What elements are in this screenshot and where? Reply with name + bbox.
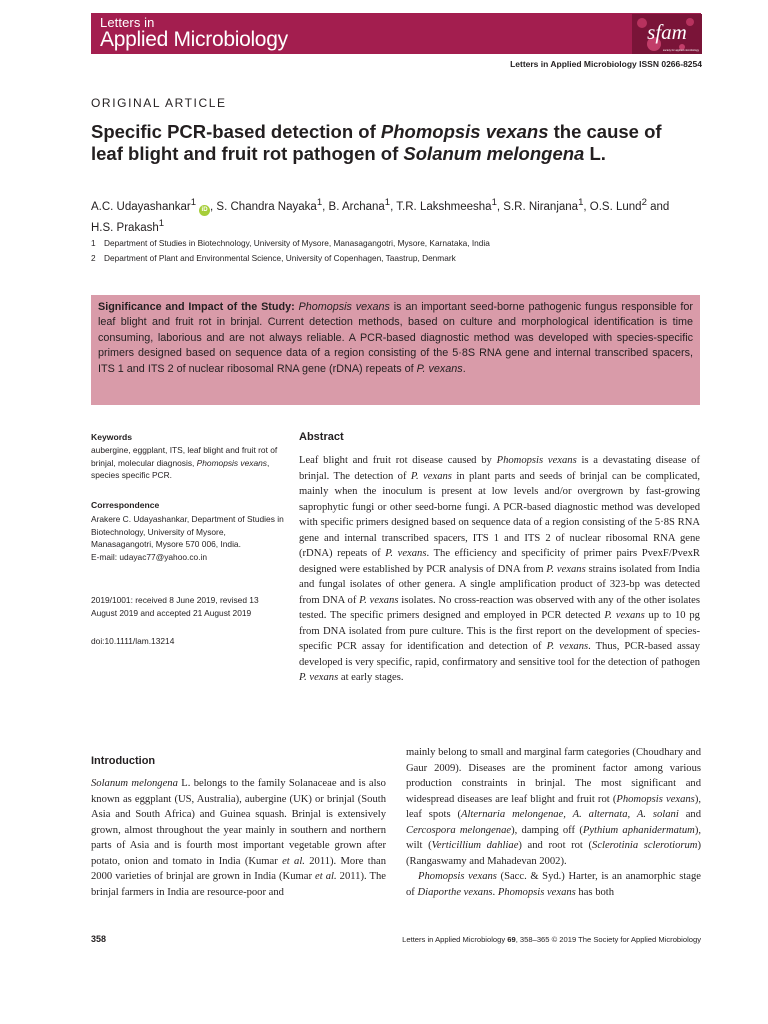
page-number: 358 bbox=[91, 934, 107, 944]
significance-label: Significance and Impact of the Study: bbox=[98, 301, 295, 313]
sfam-logo bbox=[632, 14, 702, 54]
footer-citation: Letters in Applied Microbiology 69, 358–365 © 2019 The Society for Applied Microbiology bbox=[402, 935, 701, 944]
journal-name-line1: Letters in bbox=[100, 15, 155, 30]
abstract-text: Leaf blight and fruit rot disease caused by Phomopsis vexans is a devastating disease of brinjal. The detection of P. vexans in plant parts and seeds of brinjal can be complicated, mainly when the inoculum is present at low levels and/or overgrown by fast-growing saprophytic fungi or other seed-borne fungi. A PCR-based diagnostic method was developed with specific primers designed based on sequence data of a region consisting of the 5·8S RNA gene and internal transcribed spacers, ITS 1 and ITS 2 of nuclear ribosomal RNA gene (rDNA) repeats of P. vexans. The efficiency and specificity of primer pairs PvexF/PvexR designed were established by PCR analysis of DNA from P. vexans strains isolated from India and fungal isolates of other genera. A single amplification product of 323-bp was detected from DNA of P. vexans isolates. No cross-reaction was observed with any of the other isolates tested. The specific primers designed and employed in PCR detected P. vexans up to 10 pg from DNA isolated from pure culture. This is the first report on the development of species-specific PCR assay for identification and detection of P. vexans. Thus, PCR-based assay developed is very specific, rapid, confirmatory and sensitive tool for the detection of pathogen P. vexans at early stages. bbox=[299, 455, 700, 683]
affiliation-1: 1 Department of Studies in Biotechnology, University of Mysore, Manasagangotri, Mysore, Karnataka, India bbox=[91, 238, 490, 248]
abstract-heading: Abstract bbox=[299, 431, 344, 443]
correspondence-email[interactable]: E-mail: udayac77@yahoo.co.in bbox=[91, 551, 208, 562]
article-history: 2019/1001: received 8 June 2019, revised 13 August 2019 and accepted 21 August 2019 bbox=[91, 595, 259, 618]
orcid-icon[interactable]: iD bbox=[199, 205, 210, 216]
section-label: ORIGINAL ARTICLE bbox=[91, 96, 227, 110]
introduction-heading: Introduction bbox=[91, 755, 156, 767]
introduction-column-2: mainly belong to small and marginal farm categories (Choudhary and Gaur 2009). Diseases are the prominent factor among various production constraints in brinjal. The most significant and widespread diseases are leaf blight and fruit rot (Phomopsis vexans), leaf spots (Alternaria melongenae, A. alternata, A. solani and Cercospora melongenae), damping off (Pythium aphanidermatum), wilt (Verticillium dahliae) and root rot (Sclerotinia sclerotiorum) (Rangaswamy and Mahadevan 2002). Phomopsis vexans (Sacc. & Syd.) Harter, is an anamorphic stage of Diaporthe vexans. Phomopsis vexans has both bbox=[406, 747, 702, 898]
issn-line: Letters in Applied Microbiology ISSN 0266-8254 bbox=[510, 59, 702, 69]
sfam-logo-subtext: society for applied microbiology bbox=[662, 49, 699, 52]
significance-box: Significance and Impact of the Study: Phomopsis vexans is an important seed-borne pathogenic fungus responsible for leaf blight and fruit rot in brinjal. Current detection methods, based on culture and morphological identification is time consuming, laborious and are not always reliable. A PCR-based diagnostic method was developed with species-specific primers designed based on sequence data of a region consisting of the 5·8S RNA gene and internal transcribed spacers, ITS 1 and ITS 2 of nuclear ribosomal RNA gene (rDNA) repeats of P. vexans. bbox=[91, 295, 700, 405]
author-list: A.C. Udayashankar$^1$iD , S. Chandra Nayaka$^1$, B. Archana$^1$, T.R. Lakshmeesha$^1$, S.R. Niranjana$^1$, O.S. Lund$^2$ and H.S. Prakash$^1$ bbox=[91, 197, 670, 234]
keywords-text: aubergine, eggplant, ITS, leaf blight and fruit rot of brinjal, molecular diagnosis, Phomopsis vexans, species specific PCR. bbox=[91, 445, 278, 481]
affiliation-2: 2 Department of Plant and Environmental Science, University of Copenhagen, Taastrup, Denmark bbox=[91, 253, 456, 263]
keywords-heading: Keywords bbox=[91, 432, 133, 442]
introduction-column-1: Solanum melongena L. belongs to the family Solanaceae and is also known as eggplant (US, Australia), aubergine (UK) or brinjal (South Asia and South Africa) and Guinea squash. Brinjal is extensively grown, almost throughout the year mainly in southern and northern parts of Asia and is fourth most important vegetable grown after potato, onion and tomato in India (Kumar et al. 2011). More than 2000 varieties of brinjal are grown in India (Kumar et al. 2011). The brinjal farmers in India are resource-poor and bbox=[91, 778, 386, 898]
journal-name-line2: Applied Microbiology bbox=[100, 28, 288, 51]
correspondence-heading: Correspondence bbox=[91, 500, 160, 510]
journal-header-banner bbox=[91, 13, 701, 54]
correspondence-text: Arakere C. Udayashankar, Department of Studies in Biotechnology, University of Mysore, Manasagangotri, Mysore 570 006, India. E-mail: udayac77@yahoo.co.in bbox=[91, 514, 284, 562]
doi[interactable]: doi:10.1111/lam.13214 bbox=[91, 636, 175, 646]
article-title: Specific PCR-based detection of Phomopsis vexans the cause of leaf blight and fruit rot pathogen of Solanum melongena L. bbox=[91, 121, 662, 164]
sfam-logo-text: sfam bbox=[647, 20, 687, 44]
